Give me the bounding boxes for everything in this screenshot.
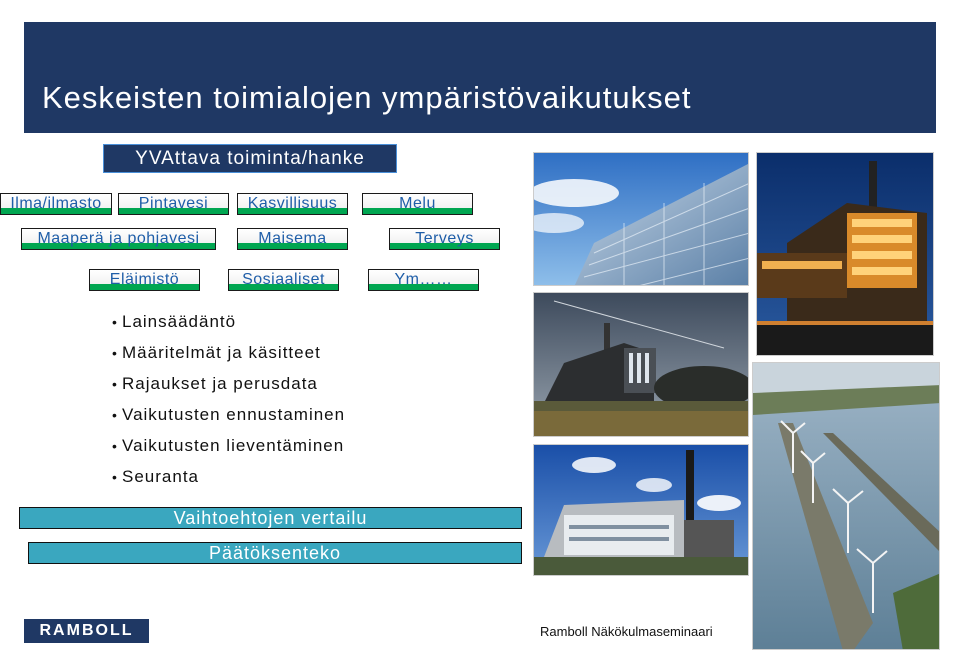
tag-noise: Melu xyxy=(362,193,473,215)
bullet-item: • Vaikutusten ennustaminen xyxy=(112,405,346,424)
tag-air: Ilma/ilmasto xyxy=(0,193,112,215)
bullet-item: • Määritelmät ja käsitteet xyxy=(112,343,321,362)
tag-landscape: Maisema xyxy=(237,228,348,250)
photo-night-plant xyxy=(756,152,934,356)
title-banner xyxy=(24,22,936,133)
tag-etc: Ym…… xyxy=(368,269,479,291)
tag-social: Sosiaaliset xyxy=(228,269,339,291)
bullet-item: • Seuranta xyxy=(112,467,199,486)
decision-bar: Päätöksenteko xyxy=(28,542,522,564)
tag-soil-groundwater: Maaperä ja pohjavesi xyxy=(21,228,216,250)
ramboll-logo: RAMBOLL xyxy=(24,619,149,643)
tag-health: Terveys xyxy=(389,228,500,250)
photo-power-plant xyxy=(533,444,749,576)
photo-glass-building xyxy=(533,152,749,286)
tag-fauna: Eläimistö xyxy=(89,269,200,291)
bullet-item: • Rajaukset ja perusdata xyxy=(112,374,318,393)
photo-plant-dusk xyxy=(533,292,749,437)
bullet-item: • Vaikutusten lieventäminen xyxy=(112,436,345,455)
photo-wind-turbines xyxy=(752,362,940,650)
tag-surface-water: Pintavesi xyxy=(118,193,229,215)
comparison-bar: Vaihtoehtojen vertailu xyxy=(19,507,522,529)
slide-title: Keskeisten toimialojen ympäristövaikutukset xyxy=(42,80,692,115)
bullet-list xyxy=(112,310,345,496)
bullet-item: • Lainsäädäntö xyxy=(112,312,237,331)
tag-vegetation: Kasvillisuus xyxy=(237,193,348,215)
footer-text: Ramboll Näkökulmaseminaari xyxy=(540,624,713,639)
main-topic-box: YVAttava toiminta/hanke xyxy=(103,144,397,173)
